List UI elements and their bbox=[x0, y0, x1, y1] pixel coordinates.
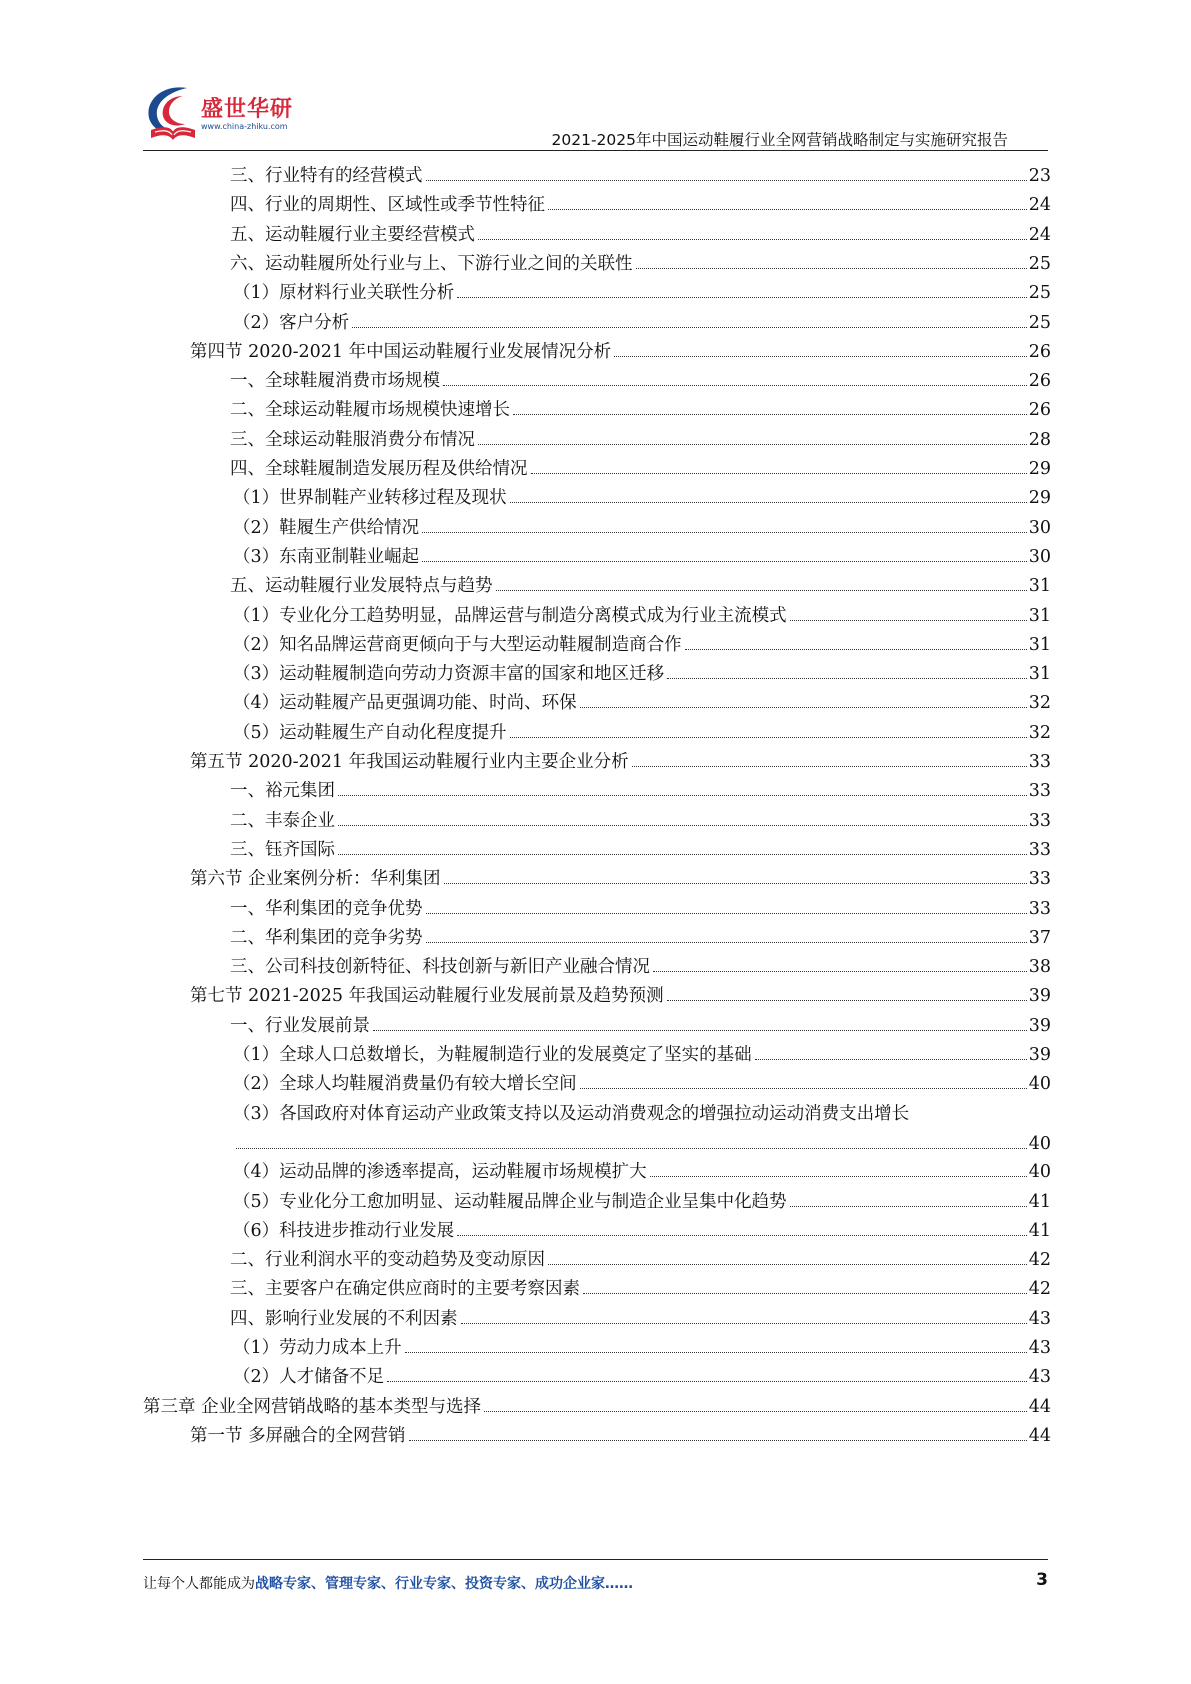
toc-entry[interactable] bbox=[230, 1304, 1051, 1334]
toc-entry-title: 三、公司科技创新特征、科技创新与新旧产业融合情况 bbox=[230, 957, 650, 978]
logo-url: www.china-zhiku.com bbox=[201, 122, 288, 131]
toc-entry[interactable] bbox=[230, 952, 1051, 982]
toc-entry-title: （4）运动品牌的渗透率提高，运动鞋履市场规模扩大 bbox=[233, 1162, 647, 1183]
toc-entry-page: 40 bbox=[1028, 1162, 1051, 1183]
toc-entry-title: 第六节 企业案例分析：华利集团 bbox=[190, 869, 441, 890]
toc-entry-page: 31 bbox=[1028, 664, 1051, 685]
toc-entry-title: （1）劳动力成本上升 bbox=[233, 1338, 402, 1358]
toc-entry-title: （1）世界制鞋产业转移过程及现状 bbox=[233, 488, 507, 509]
toc-entry-page: 32 bbox=[1028, 722, 1051, 743]
toc-entry[interactable] bbox=[230, 161, 1051, 191]
toc-leader-dots bbox=[443, 385, 1027, 386]
page-header bbox=[143, 82, 1048, 152]
toc-entry-page: 28 bbox=[1028, 429, 1051, 450]
toc-entry-page: 30 bbox=[1028, 546, 1051, 567]
logo-name: 盛世华研 bbox=[201, 97, 294, 122]
toc-leader-dots bbox=[667, 1000, 1027, 1001]
toc-entry-title: 三、主要客户在确定供应商时的主要考察因素 bbox=[230, 1279, 580, 1300]
toc-leader-dots bbox=[653, 971, 1027, 972]
toc-entry-title: 三、全球运动鞋服消费分布情况 bbox=[230, 429, 475, 450]
toc-entry[interactable] bbox=[230, 571, 1051, 601]
toc-entry[interactable] bbox=[230, 835, 1051, 865]
toc-entry[interactable] bbox=[233, 630, 1051, 660]
toc-entry-page: 29 bbox=[1028, 488, 1051, 509]
toc-entry-page: 39 bbox=[1028, 1045, 1051, 1065]
toc-leader-dots bbox=[338, 795, 1027, 796]
toc-entry[interactable] bbox=[230, 894, 1051, 924]
toc-leader-dots bbox=[352, 327, 1027, 328]
toc-leader-dots bbox=[636, 268, 1027, 269]
toc-entry[interactable] bbox=[233, 1040, 1051, 1070]
toc-entry[interactable] bbox=[190, 864, 1051, 894]
toc-entry[interactable] bbox=[230, 190, 1051, 220]
toc-entry-page: 26 bbox=[1028, 341, 1051, 362]
toc-entry-title: 一、行业发展前景 bbox=[230, 1015, 370, 1036]
toc-entry-title: （3）运动鞋履制造向劳动力资源丰富的国家和地区迁移 bbox=[233, 664, 665, 685]
toc-entry-title: 第四节 2020-2021 年中国运动鞋履行业发展情况分析 bbox=[190, 341, 612, 362]
toc-entry-page: 40 bbox=[1028, 1133, 1051, 1154]
toc-entry[interactable] bbox=[230, 776, 1051, 806]
toc-entry-title: （2）全球人均鞋履消费量仍有较大增长空间 bbox=[233, 1074, 577, 1095]
toc-leader-dots bbox=[548, 209, 1027, 210]
toc-leader-dots bbox=[236, 1148, 1027, 1149]
toc-entry-page: 44 bbox=[1028, 1396, 1051, 1417]
toc-leader-dots bbox=[580, 1088, 1027, 1089]
toc-entry-page: 31 bbox=[1028, 605, 1051, 626]
toc-entry-title: 第五节 2020-2021 年我国运动鞋履行业内主要企业分析 bbox=[190, 752, 629, 772]
toc-entry[interactable] bbox=[230, 220, 1051, 250]
toc-entry-page: 25 bbox=[1028, 253, 1051, 274]
toc-leader-dots bbox=[510, 737, 1027, 738]
toc-leader-dots bbox=[457, 1235, 1027, 1236]
toc-leader-dots bbox=[790, 1206, 1027, 1207]
toc-entry-title: （1）专业化分工趋势明显，品牌运营与制造分离模式成为行业主流模式 bbox=[233, 605, 787, 626]
toc-entry-page: 33 bbox=[1028, 839, 1051, 860]
toc-entry-title: （6）科技进步推动行业发展 bbox=[233, 1220, 455, 1241]
toc-leader-dots bbox=[461, 1323, 1027, 1324]
toc-entry-title: （3）各国政府对体育运动产业政策支持以及运动消费观念的增强拉动运动消费支出增长 bbox=[233, 1103, 910, 1124]
toc-entry-page: 33 bbox=[1028, 810, 1051, 831]
toc-entry-page: 41 bbox=[1028, 1191, 1051, 1212]
toc-leader-dots bbox=[387, 1381, 1027, 1382]
toc-entry[interactable] bbox=[233, 278, 1051, 308]
toc-entry[interactable] bbox=[190, 747, 1051, 777]
toc-entry-title: 四、全球鞋履制造发展历程及供给情况 bbox=[230, 459, 528, 479]
toc-entry-page: 33 bbox=[1028, 781, 1051, 802]
toc-leader-dots bbox=[426, 942, 1027, 943]
toc-entry-page: 38 bbox=[1028, 957, 1051, 978]
toc-entry[interactable] bbox=[230, 249, 1051, 279]
toc-entry-title: （2）人才储备不足 bbox=[233, 1367, 385, 1388]
header-divider bbox=[143, 150, 1048, 151]
toc-entry-page: 33 bbox=[1028, 898, 1051, 919]
slogan-prefix: 让每个人都能成为 bbox=[143, 1576, 255, 1592]
toc-leader-dots bbox=[405, 1352, 1027, 1353]
toc-entry[interactable] bbox=[233, 542, 1051, 572]
toc-leader-dots bbox=[531, 473, 1027, 474]
toc-entry-page: 43 bbox=[1028, 1338, 1051, 1358]
toc-entry-page: 42 bbox=[1028, 1250, 1051, 1271]
toc-entry-title: 五、运动鞋履行业主要经营模式 bbox=[230, 224, 475, 245]
toc-entry-title: 一、裕元集团 bbox=[230, 781, 335, 802]
toc-entry[interactable] bbox=[230, 454, 1051, 484]
toc-entry[interactable] bbox=[233, 1099, 1051, 1159]
report-title: 2021-2025年中国运动鞋履行业全网营销战略制定与实施研究报告 bbox=[551, 131, 1008, 149]
toc-leader-dots bbox=[632, 766, 1027, 767]
toc-entry[interactable] bbox=[190, 981, 1051, 1011]
toc-leader-dots bbox=[614, 356, 1027, 357]
toc-entry-title: 一、华利集团的竞争优势 bbox=[230, 898, 423, 919]
toc-entry-page: 23 bbox=[1028, 166, 1051, 186]
toc-leader-dots bbox=[457, 297, 1027, 298]
toc-entry-page: 41 bbox=[1028, 1220, 1051, 1241]
toc-leader-dots bbox=[338, 854, 1027, 855]
toc-entry[interactable] bbox=[233, 308, 1051, 338]
toc-leader-dots bbox=[755, 1059, 1027, 1060]
toc-entry-page: 44 bbox=[1028, 1425, 1051, 1446]
toc-entry-title: （3）东南亚制鞋业崛起 bbox=[233, 546, 420, 567]
toc-entry-title: 二、全球运动鞋履市场规模快速增长 bbox=[230, 400, 510, 421]
toc-entry-page: 42 bbox=[1028, 1279, 1051, 1300]
toc-entry[interactable] bbox=[233, 718, 1051, 748]
toc-entry-page: 24 bbox=[1028, 224, 1051, 245]
toc-entry-page: 26 bbox=[1028, 400, 1051, 421]
toc-entry-title: （2）知名品牌运营商更倾向于与大型运动鞋履制造商合作 bbox=[233, 634, 682, 655]
toc-entry-title: 第七节 2021-2025 年我国运动鞋履行业发展前景及趋势预测 bbox=[190, 986, 664, 1007]
toc-entry-page: 30 bbox=[1028, 517, 1051, 538]
toc-leader-dots bbox=[422, 532, 1027, 533]
toc-entry-title: （2）鞋履生产供给情况 bbox=[233, 517, 420, 538]
toc-entry[interactable] bbox=[233, 483, 1051, 513]
toc-leader-dots bbox=[510, 502, 1027, 503]
toc-entry[interactable] bbox=[230, 1011, 1051, 1041]
toc-entry-title: （1）全球人口总数增长，为鞋履制造行业的发展奠定了坚实的基础 bbox=[233, 1045, 752, 1065]
company-logo bbox=[143, 82, 303, 146]
toc-entry[interactable] bbox=[190, 1421, 1051, 1451]
toc-leader-dots bbox=[685, 649, 1027, 650]
toc-entry[interactable] bbox=[233, 659, 1051, 689]
toc-entry[interactable] bbox=[190, 337, 1051, 367]
toc-entry-title: 二、华利集团的竞争劣势 bbox=[230, 927, 423, 948]
toc-entry-title: 三、钰齐国际 bbox=[230, 839, 335, 860]
toc-entry-title: （2）客户分析 bbox=[233, 312, 350, 333]
toc-entry[interactable] bbox=[233, 688, 1051, 718]
toc-entry[interactable] bbox=[230, 425, 1051, 455]
slogan-highlight: 战略专家、管理专家、行业专家、投资专家、成功企业家…… bbox=[255, 1576, 633, 1592]
toc-leader-dots bbox=[444, 883, 1027, 884]
toc-entry-page: 25 bbox=[1028, 283, 1051, 304]
toc-entry[interactable] bbox=[233, 601, 1051, 631]
toc-leader-dots bbox=[496, 590, 1027, 591]
toc-entry-title: 三、行业特有的经营模式 bbox=[230, 166, 423, 186]
toc-entry[interactable] bbox=[143, 1392, 1051, 1422]
toc-entry[interactable] bbox=[233, 1333, 1051, 1363]
toc-leader-dots bbox=[667, 678, 1027, 679]
toc-entry-title: （5）运动鞋履生产自动化程度提升 bbox=[233, 722, 507, 743]
toc-entry-page: 31 bbox=[1028, 576, 1051, 597]
toc-entry-title: 六、运动鞋履所处行业与上、下游行业之间的关联性 bbox=[230, 253, 633, 274]
toc-entry[interactable] bbox=[233, 1362, 1051, 1392]
toc-entry-title: 一、全球鞋履消费市场规模 bbox=[230, 371, 440, 392]
toc-entry[interactable] bbox=[230, 395, 1051, 425]
toc-entry-page: 31 bbox=[1028, 634, 1051, 655]
toc-entry-page: 37 bbox=[1028, 927, 1051, 948]
toc-leader-dots bbox=[426, 180, 1027, 181]
toc-leader-dots bbox=[583, 1293, 1027, 1294]
toc-entry[interactable] bbox=[233, 513, 1051, 543]
toc-entry-title: 四、行业的周期性、区域性或季节性特征 bbox=[230, 195, 545, 216]
toc-entry-page: 39 bbox=[1028, 1015, 1051, 1036]
toc-entry-title: （1）原材料行业关联性分析 bbox=[233, 283, 455, 304]
toc-entry-title: （4）运动鞋履产品更强调功能、时尚、环保 bbox=[233, 693, 577, 714]
toc-entry-page: 33 bbox=[1028, 752, 1051, 772]
footer-slogan bbox=[143, 1573, 633, 1593]
toc-entry-page: 43 bbox=[1028, 1308, 1051, 1329]
toc-entry-title: 二、行业利润水平的变动趋势及变动原因 bbox=[230, 1250, 545, 1271]
toc-entry-page: 26 bbox=[1028, 371, 1051, 392]
toc-entry[interactable] bbox=[233, 1069, 1051, 1099]
toc-leader-dots bbox=[650, 1176, 1027, 1177]
toc-leader-dots bbox=[409, 1440, 1027, 1441]
toc-entry-page: 25 bbox=[1028, 312, 1051, 333]
toc-leader-dots bbox=[478, 444, 1027, 445]
toc-leader-dots bbox=[422, 561, 1027, 562]
toc-entry-title: 第三章 企业全网营销战略的基本类型与选择 bbox=[143, 1396, 482, 1417]
toc-entry-title: 五、运动鞋履行业发展特点与趋势 bbox=[230, 576, 493, 597]
toc-entry-page: 40 bbox=[1028, 1074, 1051, 1095]
toc-entry[interactable] bbox=[230, 806, 1051, 836]
toc-entry-title: 四、影响行业发展的不利因素 bbox=[230, 1308, 458, 1329]
toc-entry-title: 第一节 多屏融合的全网营销 bbox=[190, 1425, 406, 1446]
footer-divider bbox=[143, 1559, 1048, 1560]
toc-entry[interactable] bbox=[233, 1216, 1051, 1246]
toc-leader-dots bbox=[513, 414, 1027, 415]
toc-leader-dots bbox=[338, 825, 1027, 826]
toc-leader-dots bbox=[478, 239, 1027, 240]
toc-entry[interactable] bbox=[230, 923, 1051, 953]
toc-entry-page: 24 bbox=[1028, 195, 1051, 216]
toc-entry-page: 29 bbox=[1028, 459, 1051, 479]
toc-entry-page: 39 bbox=[1028, 986, 1051, 1007]
toc-entry[interactable] bbox=[233, 1187, 1051, 1217]
toc-entry-title: （5）专业化分工愈加明显、运动鞋履品牌企业与制造企业呈集中化趋势 bbox=[233, 1191, 787, 1212]
page-number: 3 bbox=[1036, 1570, 1048, 1590]
toc-entry[interactable] bbox=[230, 366, 1051, 396]
toc-entry-page: 33 bbox=[1028, 869, 1051, 890]
logo-icon bbox=[143, 82, 201, 146]
toc-entry-page: 32 bbox=[1028, 693, 1051, 714]
toc-entry-page: 43 bbox=[1028, 1367, 1051, 1388]
toc-leader-dots bbox=[580, 707, 1027, 708]
toc-leader-dots bbox=[790, 620, 1027, 621]
toc-entry[interactable] bbox=[230, 1274, 1051, 1304]
toc-leader-dots bbox=[373, 1030, 1027, 1031]
toc-entry[interactable] bbox=[230, 1245, 1051, 1275]
toc-entry[interactable] bbox=[233, 1157, 1051, 1187]
toc-entry-title: 二、丰泰企业 bbox=[230, 810, 335, 831]
toc-leader-dots bbox=[548, 1264, 1027, 1265]
toc-leader-dots bbox=[426, 913, 1027, 914]
toc-leader-dots bbox=[484, 1411, 1027, 1412]
